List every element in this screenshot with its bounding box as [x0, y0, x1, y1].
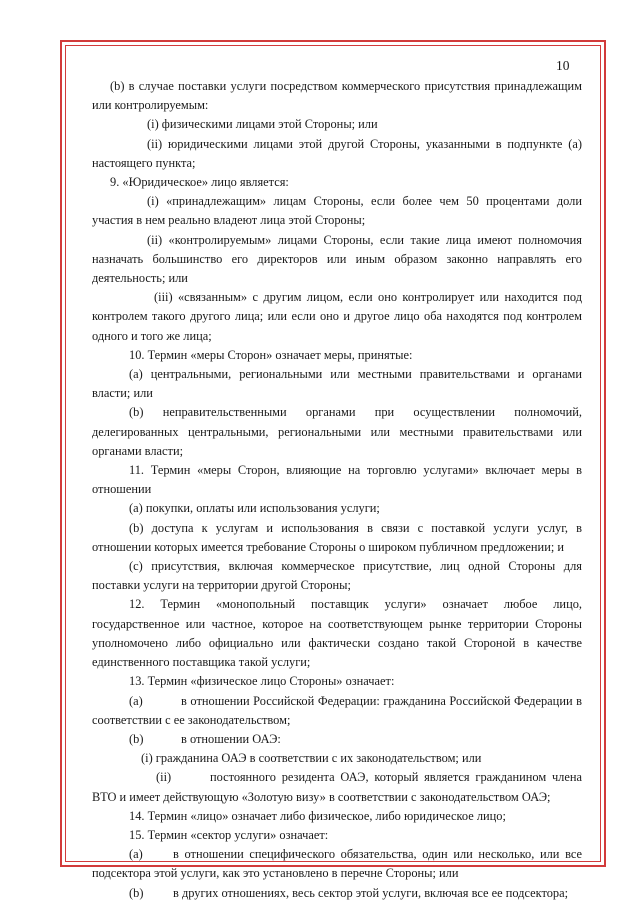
paragraph: 9. «Юридическое» лицо является: [110, 175, 289, 190]
paragraph: 13. Термин «физическое лицо Стороны» означает: [129, 674, 395, 689]
paragraph: (b) доступа к услугам и использования в связи с поставкой услуги услуг, в отношении которых имеется требование Стороны о широком публичном предложении; и [92, 520, 582, 554]
item-text: в других отношениях, весь сектор этой услуги, включая все ее подсектора; [173, 885, 569, 900]
paragraph: (i) физическими лицами этой Стороны; или [147, 117, 378, 132]
paragraph: (iii) «связанным» с другим лицом, если оно контролирует или находится под контролем такого другого лица; или если оно и другое лицо оба находятся под контролем одного и того же лица; [92, 290, 582, 343]
paragraph: 10. Термин «меры Сторон» означает меры, принятые: [129, 347, 413, 362]
list-item [92, 730, 582, 749]
list-item [92, 845, 582, 883]
list-item: (i) гражданина ОАЭ в соответствии с их законодательством; или [141, 751, 482, 766]
list-item [92, 768, 582, 806]
list-item [92, 692, 582, 730]
item-text: в отношении ОАЭ: [181, 731, 281, 746]
paragraph: (а) центральными, региональными или местными правительствами и органами власти; или [92, 367, 582, 401]
list-item [92, 884, 582, 903]
item-label: (b) [129, 731, 144, 746]
paragraph: 14. Термин «лицо» означает либо физическое, либо юридическое лицо; [129, 808, 506, 823]
item-text: в отношении специфического обязательства, один или несколько, или все подсектора этой услуги, как это установлено в перечне Стороны; или [92, 847, 582, 881]
paragraph: (b) в случае поставки услуги посредством коммерческого присутствия принадлежащим или контролируемым: [92, 79, 582, 113]
item-label: (ii) [156, 770, 172, 785]
paragraph: (ii) «контролируемым» лицами Стороны, если такие лица имеют полномочия назначать большинство его директоров или иным образом законно направлять его деятельность; или [92, 232, 582, 286]
item-text: в отношении Российской Федерации: гражданина Российской Федерации в соответствии с ее законодательством; [92, 693, 582, 727]
paragraph: (i) «принадлежащим» лицам Стороны, если более чем 50 процентами доли участия в нем реально владеют лица этой Стороны; [92, 194, 582, 228]
paragraph: (а) покупки, оплаты или использования услуги; [129, 501, 380, 516]
paragraph: (с) присутствия, включая коммерческое присутствие, лиц одной Стороны для поставки услуги на территории другой Стороны; [92, 559, 582, 593]
item-label: (b) [129, 885, 144, 900]
item-text: постоянного резидента ОАЭ, который является гражданином члена ВТО и имеет действующую «Золотую визу» в соответствии с законодательством ОАЭ; [92, 770, 582, 804]
paragraph: 15. Термин «сектор услуги» означает: [129, 827, 329, 842]
document-body [92, 77, 582, 903]
paragraph: 11. Термин «меры Сторон, влияющие на торговлю услугами» включает меры в отношении [92, 463, 582, 497]
paragraph: (ii) юридическими лицами этой другой Стороны, указанными в подпункте (а) настоящего пункта; [92, 136, 582, 170]
item-label: (а) [129, 693, 143, 708]
paragraph: (b) неправительственными органами при осуществлении полномочий, делегированных центральными, региональными или местными правительствами или органами власти; [92, 405, 582, 458]
page-number: 10 [556, 58, 570, 73]
item-label: (а) [129, 847, 143, 862]
paragraph: 12. Термин «монопольный поставщик услуги» означает любое лицо, государственное или частное, которое на соответствующем рынке территории Стороны уполномочено либо официально или фактически создано такой Стороной в качестве единственного поставщика такой услуги; [92, 597, 582, 670]
